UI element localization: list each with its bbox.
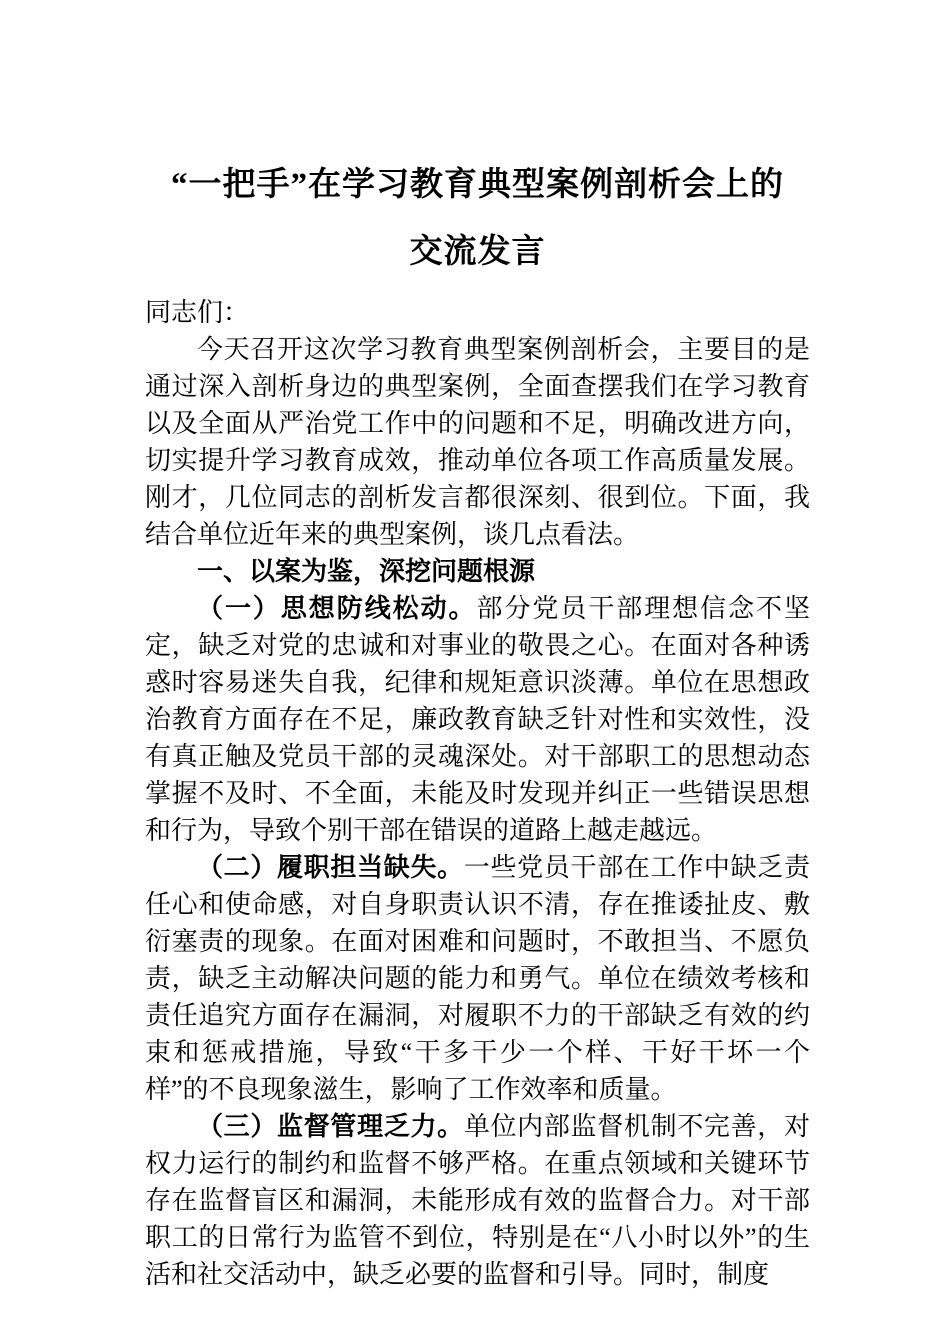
case-paragraph-2-lead: （二）履职担当缺失。 (197, 853, 464, 882)
intro-paragraph: 今天召开这次学习教育典型案例剖析会，主要目的是通过深入剖析身边的典型案例，全面查摆我们在学习教育以及全面从严治党工作中的问题和不足，明确改进方向，切实提升学习教育成效，推动单位各项工作高质量发展。刚才，几位同志的剖析发言都很深刻、很到位。下面，我结合单位近年来的典型案例，谈几点看法。 (145, 335, 810, 549)
salutation: 同志们： (145, 298, 250, 327)
case-paragraph-2 (145, 849, 810, 1108)
document-title-line-1: “一把手”在学习教育典型案例剖析会上的 (171, 167, 784, 203)
case-paragraph-1 (145, 590, 810, 849)
section-1-heading: 一、以案为鉴，深挖问题根源 (197, 556, 536, 586)
document-title (145, 152, 810, 286)
case-paragraph-3-lead: （三）监督管理乏力。 (197, 1112, 464, 1141)
case-paragraph-3-text: 单位内部监督机制不完善，对权力运行的制约和监督不够严格。在重点领域和关键环节存在监督盲区和漏洞，未能形成有效的监督合力。对干部职工的日常行为监管不到位，特别是在“八小时以外”的生活和社交活动中，缺乏必要的监督和引导。同时，制度 (145, 1112, 810, 1289)
case-paragraph-1-lead: （一）思想防线松动。 (197, 594, 477, 623)
case-paragraph-1-text: 部分党员干部理想信念不坚定，缺乏对党的忠诚和对事业的敬畏之心。在面对各种诱惑时容易迷失自我，纪律和规矩意识淡薄。单位在思想政治教育方面存在不足，廉政教育缺乏针对性和实效性，没有真正触及党员干部的灵魂深处。对干部职工的思想动态掌握不及时、不全面，未能及时发现并纠正一些错误思想和行为，导致个别干部在错误的道路上越走越远。 (145, 594, 810, 845)
document-title-line-2: 交流发言 (409, 234, 546, 270)
case-paragraph-2-text: 一些党员干部在工作中缺乏责任心和使命感，对自身职责认识不清，存在推诿扯皮、敷衍塞责的现象。在面对困难和问题时，不敢担当、不愿负责，缺乏主动解决问题的能力和勇气。单位在绩效考核和责任追究方面存在漏洞，对履职不力的干部缺乏有效的约束和惩戒措施，导致“干多干少一个样、干好干坏一个样”的不良现象滋生，影响了工作效率和质量。 (145, 853, 810, 1104)
case-paragraph-3 (145, 1108, 810, 1293)
